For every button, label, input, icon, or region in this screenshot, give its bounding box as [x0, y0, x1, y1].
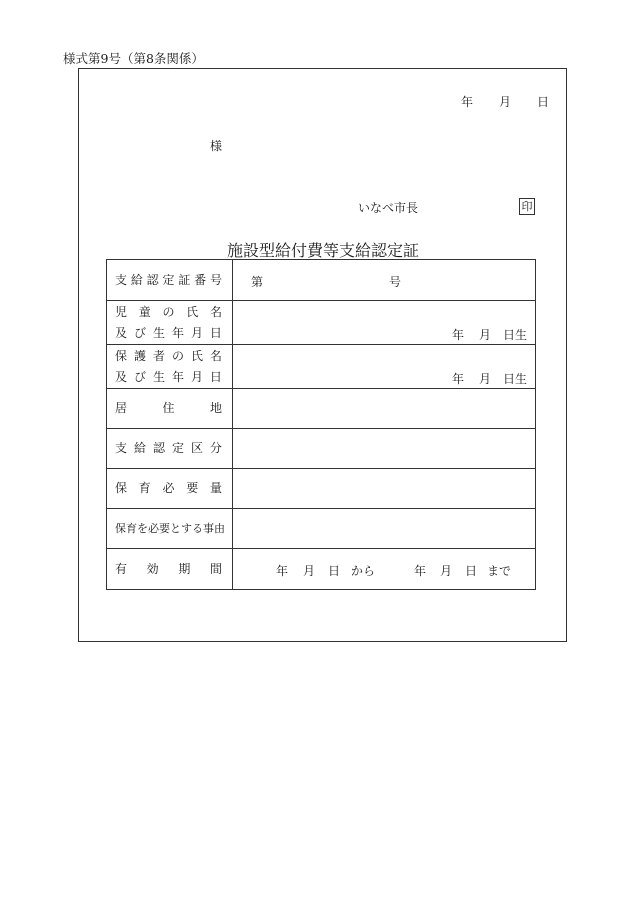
label-cell	[107, 389, 233, 429]
date-month-unit: 月	[499, 95, 512, 109]
value-cell	[233, 389, 536, 429]
child-birth-day-unit: 日生	[503, 328, 528, 342]
label-cell	[107, 469, 233, 509]
child-name-label: 児 童 の 氏 名	[115, 304, 222, 319]
value-cell	[233, 301, 536, 345]
document-title	[0, 238, 630, 261]
address-label: 居 住 地	[115, 401, 222, 415]
valid-to-day-unit: 日	[465, 564, 478, 578]
value-cell	[233, 509, 536, 549]
value-cell	[233, 345, 536, 389]
child-birth-label: 及 び 生 年 月 日	[115, 325, 222, 340]
date-day-unit: 日	[537, 95, 550, 109]
label-cell	[107, 429, 233, 469]
label-cell	[107, 509, 233, 549]
valid-from-month-unit: 月	[303, 564, 316, 578]
child-birth-year-unit: 年	[452, 328, 465, 342]
certificate-table	[106, 259, 536, 590]
date-year-unit: 年	[461, 95, 474, 109]
table-row	[107, 389, 536, 429]
value-cell	[233, 260, 536, 301]
child-birth-month-unit: 月	[479, 328, 492, 342]
value-cell	[233, 549, 536, 590]
validity-period-label: 有 効 期 間	[115, 561, 222, 576]
guardian-birth-year-unit: 年	[452, 372, 465, 386]
seal-mark: 印	[519, 198, 535, 215]
label-cell	[107, 549, 233, 590]
table-row	[107, 429, 536, 469]
valid-from-day-unit: 日	[328, 564, 341, 578]
table-row	[107, 260, 536, 301]
guardian-name-label: 保 護 者 の 氏 名	[115, 348, 222, 363]
valid-to-year-unit: 年	[414, 564, 427, 578]
valid-to-marker: まで	[487, 564, 512, 578]
document-title-text: 施設型給付費等支給認定証	[226, 241, 419, 260]
cert-number-suffix: 号	[389, 275, 402, 289]
table-row	[107, 345, 536, 389]
table-row	[107, 301, 536, 345]
guardian-birth-month-unit: 月	[479, 372, 492, 386]
cert-number-prefix: 第	[251, 275, 264, 289]
addressee-suffix: 様	[210, 139, 223, 153]
value-cell	[233, 429, 536, 469]
value-cell	[233, 469, 536, 509]
table-row	[107, 549, 536, 590]
childcare-amount-label: 保 育 必 要 量	[115, 481, 222, 495]
valid-to-month-unit: 月	[440, 564, 453, 578]
childcare-reason-label: 保育を必要とする事由	[115, 522, 225, 535]
certification-category-label: 支 給 認 定 区 分	[115, 441, 222, 455]
label-cell	[107, 260, 233, 301]
guardian-birth-label: 及 び 生 年 月 日	[115, 369, 222, 384]
cert-number-label: 支 給 認 定 証 番 号	[115, 272, 222, 287]
label-cell	[107, 345, 233, 389]
table-row	[107, 469, 536, 509]
valid-from-year-unit: 年	[276, 564, 289, 578]
valid-from-marker: から	[351, 564, 376, 578]
form-number-label: 様式第9号（第8条関係）	[63, 51, 204, 66]
table-row	[107, 509, 536, 549]
label-cell	[107, 301, 233, 345]
issuer-name: いなべ市長	[358, 201, 419, 215]
guardian-birth-day-unit: 日生	[503, 372, 528, 386]
